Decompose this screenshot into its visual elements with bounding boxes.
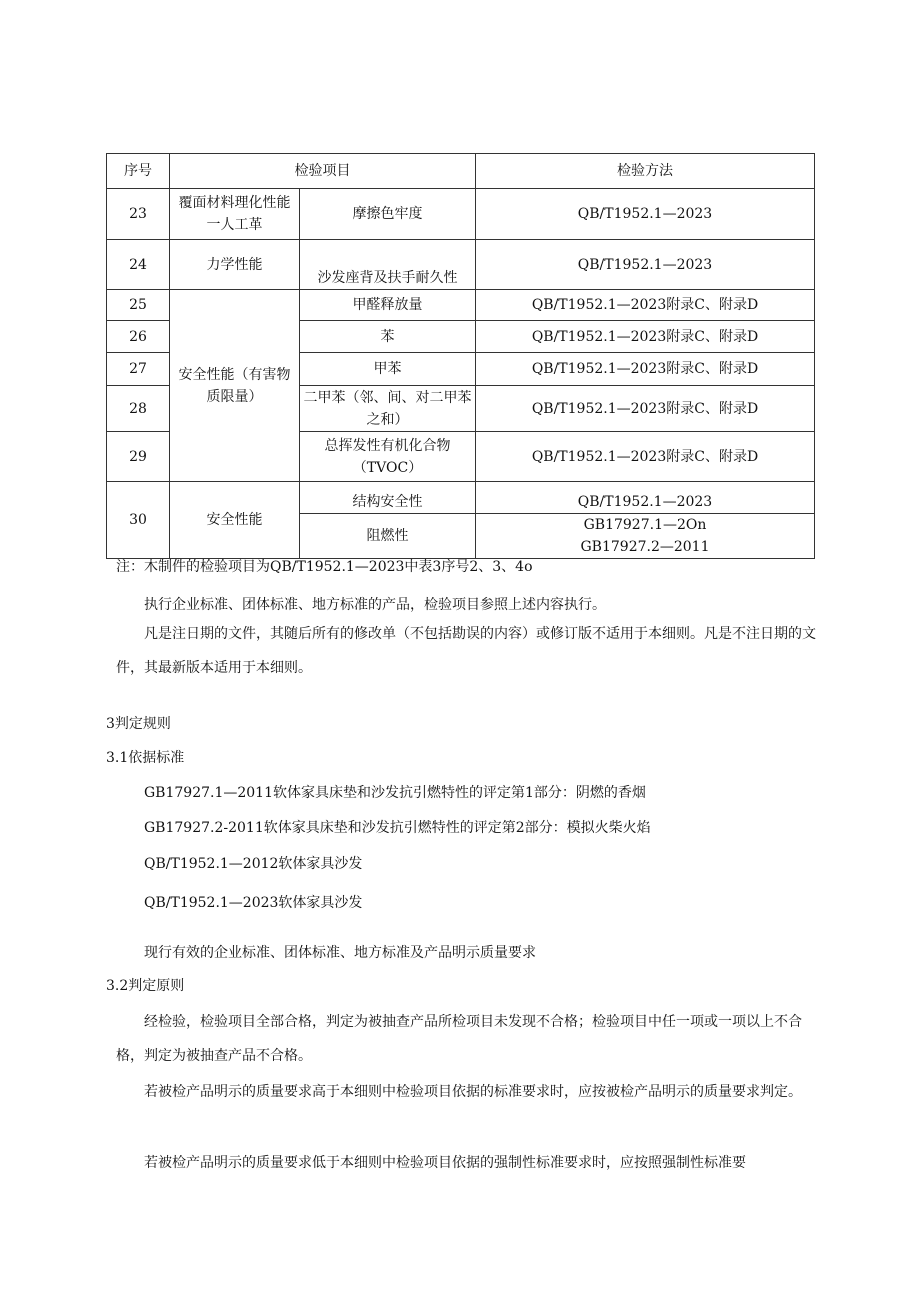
cell-item: 沙发座背及扶手耐久性 xyxy=(300,240,476,290)
standard-item: QB/T1952.1—2023软体家具沙发 xyxy=(144,895,363,911)
paragraph-judge-3: 若被检产品明示的质量要求低于本细则中检验项目依据的强制性标准要求时，应按照强制性标准要 xyxy=(144,1155,746,1171)
table-row xyxy=(107,482,815,514)
cell-no: 26 xyxy=(107,321,170,353)
cell-no: 30 xyxy=(107,482,170,559)
table-header-row xyxy=(107,154,815,189)
cell-no: 23 xyxy=(107,189,170,240)
cell-method: QB/T1952.1—2023附录C、附录D xyxy=(476,353,815,386)
cell-item-line: （TVOC） xyxy=(352,459,423,476)
header-method: 检验方法 xyxy=(476,154,815,189)
standard-item: QB/T1952.1—2012软体家具沙发 xyxy=(144,856,363,872)
cell-no: 29 xyxy=(107,432,170,482)
cell-group: 力学性能 xyxy=(170,240,300,290)
paragraph-dated: 凡是注日期的文件，其随后所有的修改单（不包括勘误的内容）或修订版不适用于本细则。凡是不注日期的文件，其最新版本适用于本细则。 xyxy=(116,626,816,676)
cell-method: QB/T1952.1—2023附录C、附录D xyxy=(476,321,815,353)
cell-item: 二甲苯（邻、间、对二甲苯之和） xyxy=(300,386,476,432)
cell-no: 27 xyxy=(107,353,170,386)
paragraph-judge-1: 经检验，检验项目全部合格，判定为被抽查产品所检项目未发现不合格；检验项目中任一项或一项以上不合格，判定为被抽查产品不合格。 xyxy=(116,1014,802,1064)
paragraph-exec: 执行企业标准、团体标准、地方标准的产品，检验项目参照上述内容执行。 xyxy=(144,597,606,613)
cell-item: 结构安全性 xyxy=(300,482,476,514)
cell-group: 安全性能 xyxy=(170,482,300,559)
section-heading-3: 3判定规则 xyxy=(106,716,171,732)
header-item: 检验项目 xyxy=(170,154,476,189)
cell-item: 阻燃性 xyxy=(300,514,476,559)
cell-method xyxy=(476,514,815,559)
cell-method: QB/T1952.1—2023附录C、附录D xyxy=(476,386,815,432)
cell-no: 25 xyxy=(107,290,170,321)
section-heading-3-2: 3.2判定原则 xyxy=(106,978,185,994)
paragraph-judge-2: 若被检产品明示的质量要求高于本细则中检验项目依据的标准要求时，应按被检产品明示的质量要求判定。 xyxy=(144,1084,802,1100)
cell-no: 24 xyxy=(107,240,170,290)
cell-method-line: GB17927.1—2On xyxy=(583,517,707,533)
standard-item: GB17927.2-2011软体家具床垫和沙发抗引燃特性的评定第2部分：模拟火柴火焰 xyxy=(144,820,651,836)
table-row xyxy=(107,240,815,290)
cell-method: QB/T1952.1—2023 xyxy=(476,189,815,240)
cell-group: 安全性能（有害物质限量） xyxy=(170,290,300,482)
cell-no: 28 xyxy=(107,386,170,432)
cell-method: QB/T1952.1—2023附录C、附录D xyxy=(476,290,815,321)
inspection-table xyxy=(106,153,815,559)
standard-item: GB17927.1—2011软体家具床垫和沙发抗引燃特性的评定第1部分：阴燃的香烟 xyxy=(144,785,646,801)
cell-item: 苯 xyxy=(300,321,476,353)
section-heading-3-1: 3.1依据标准 xyxy=(106,750,185,766)
cell-method: QB/T1952.1—2023附录C、附录D xyxy=(476,432,815,482)
cell-item: 摩擦色牢度 xyxy=(300,189,476,240)
header-no: 序号 xyxy=(107,154,170,189)
table-note: 注：木制件的检验项目为QB/T1952.1—2023中表3序号2、3、4o xyxy=(116,559,533,575)
cell-method: QB/T1952.1—2023 xyxy=(476,482,815,514)
cell-method-line: GB17927.2—2011 xyxy=(580,539,710,555)
cell-item: 甲醛释放量 xyxy=(300,290,476,321)
cell-method: QB/T1952.1—2023 xyxy=(476,240,815,290)
cell-item xyxy=(300,432,476,482)
table-row xyxy=(107,290,815,321)
table-row xyxy=(107,189,815,240)
current-valid-requirements: 现行有效的企业标准、团体标准、地方标准及产品明示质量要求 xyxy=(144,945,536,961)
cell-group: 覆面材料理化性能一人工革 xyxy=(170,189,300,240)
cell-item-line: 总挥发性有机化合物 xyxy=(324,437,451,454)
cell-item: 甲苯 xyxy=(300,353,476,386)
